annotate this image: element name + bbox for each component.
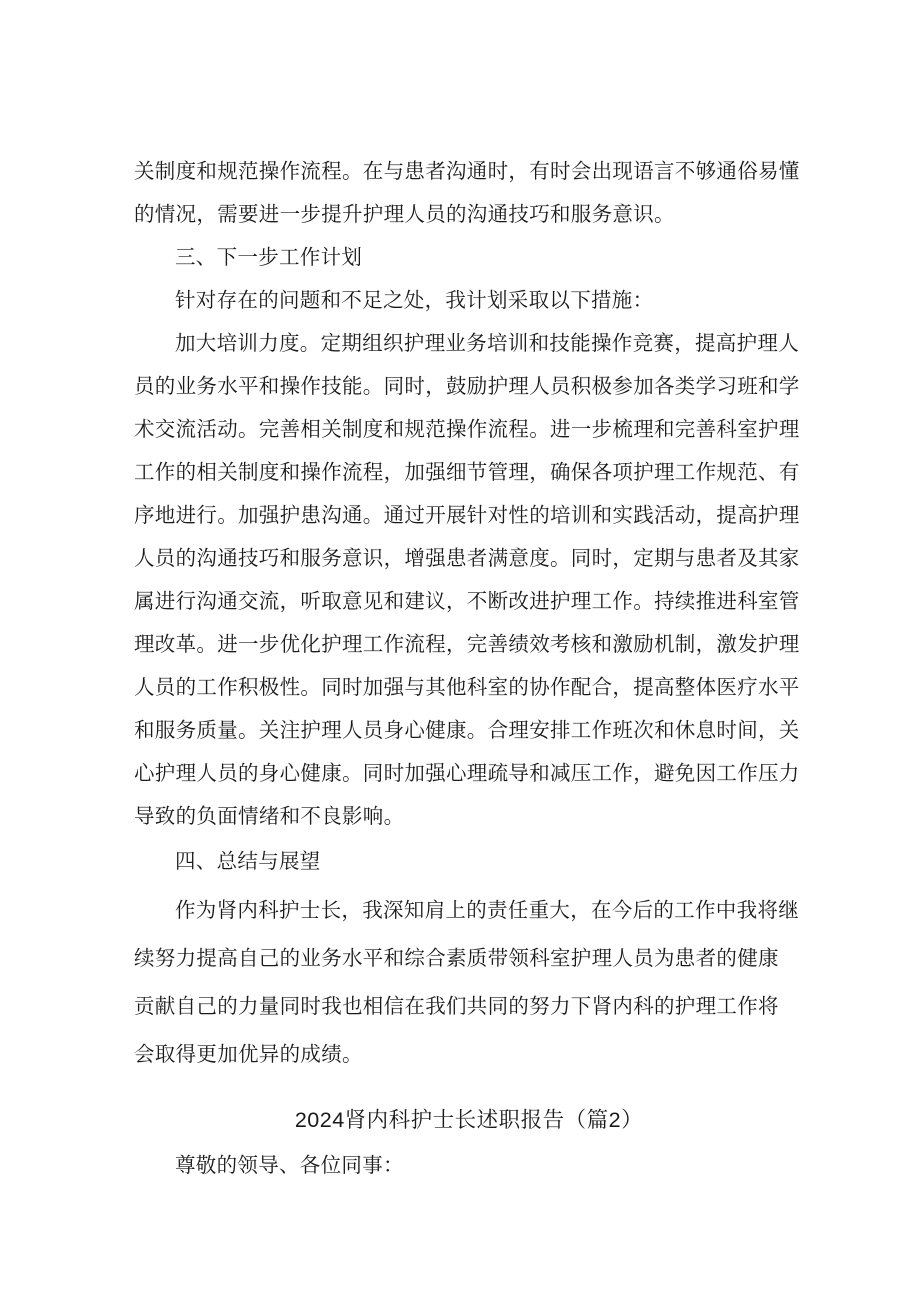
paragraph-line: 心护理人员的身心健康。同时加强心理疏导和减压工作，避免因工作压力 xyxy=(134,761,800,785)
paragraph-line: 工作的相关制度和操作流程，加强细节管理，确保各项护理工作规范、有 xyxy=(134,460,800,484)
greeting: 尊敬的领导、各位同事： xyxy=(175,1153,404,1177)
paragraph-line: 续努力提高自己的业务水平和综合素质带领科室护理人员为患者的健康 xyxy=(134,946,779,970)
section-heading-summary: 四、总结与展望 xyxy=(175,850,321,873)
paragraph-line: 人员的工作积极性。同时加强与其他科室的协作配合，提高整体医疗水平 xyxy=(134,675,800,699)
paragraph-line: 理改革。进一步优化护理工作流程，完善绩效考核和激励机制，激发护理 xyxy=(134,632,800,656)
paragraph-line: 会取得更加优异的成绩。 xyxy=(134,1042,363,1066)
paragraph-line: 属进行沟通交流，听取意见和建议，不断改进护理工作。持续推进科室管 xyxy=(134,589,800,613)
paragraph-line: 和服务质量。关注护理人员身心健康。合理安排工作班次和休息时间，关 xyxy=(134,718,800,742)
paragraph-line: 的情况，需要进一步提升护理人员的沟通技巧和服务意识。 xyxy=(134,202,675,226)
paragraph-line: 关制度和规范操作流程。在与患者沟通时，有时会出现语言不够通俗易懂 xyxy=(134,159,800,183)
paragraph-line: 作为肾内科护士长，我深知肩上的责任重大，在今后的工作中我将继 xyxy=(175,898,799,922)
paragraph-line: 术交流活动。完善相关制度和规范操作流程。进一步梳理和完善科室护理 xyxy=(134,417,800,441)
paragraph-line: 导致的负面情绪和不良影响。 xyxy=(134,804,405,828)
paragraph-line: 加大培训力度。定期组织护理业务培训和技能操作竞赛，提高护理人 xyxy=(175,331,799,355)
paragraph-line: 员的业务水平和操作技能。同时，鼓励护理人员积极参加各类学习班和学 xyxy=(134,374,800,398)
paragraph-line: 序地进行。加强护患沟通。通过开展针对性的培训和实践活动，提高护理 xyxy=(134,503,800,527)
document-body xyxy=(134,150,800,1187)
report-title: 2024肾内科护士长述职报告（篇2） xyxy=(294,1108,644,1132)
paragraph-line: 贡献自己的力量同时我也相信在我们共同的努力下肾内科的护理工作将 xyxy=(134,994,779,1018)
section-heading-next-plan: 三、下一步工作计划 xyxy=(175,246,363,269)
section-intro: 针对存在的问题和不足之处，我计划采取以下措施： xyxy=(175,288,654,312)
paragraph-line: 人员的沟通技巧和服务意识，增强患者满意度。同时，定期与患者及其家 xyxy=(134,546,800,570)
